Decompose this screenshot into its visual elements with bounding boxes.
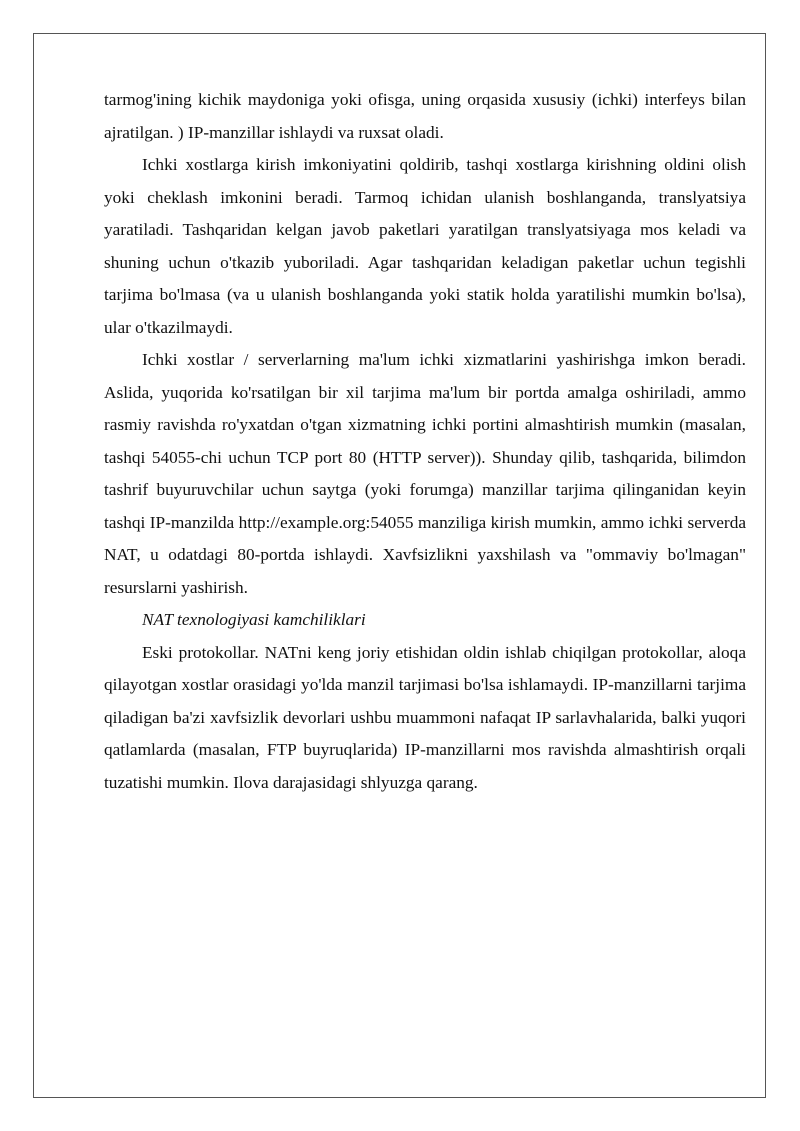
section-heading-nat-drawbacks: NAT texnologiyasi kamchiliklari <box>142 610 366 629</box>
paragraph-hidden-services: Ichki xostlar / serverlarning ma'lum ichki xizmatlarini yashirishga imkon beradi. Aslida, yuqorida ko'rsatilgan bir xil tarjima ma'lum bir portda amalga oshiriladi, ammo rasmiy ravishda ro'yxatdan o'tgan xizmatning ichki portini almashtirish mumkin (masalan, tashqi 54055-chi uchun TCP port 80 (HTTP server)). Shunday qilib, tashqarida, bilimdon tashrif buyuruvchilar uchun saytga (yoki forumga) manzillar tarjima qilinganidan keyin tashqi IP-manzilda http://example.org:54055 manziliga kirish mumkin, ammo ichki serverda NAT, u odatdagi 80-portda ishlaydi. Xavfsizlikni yaxshilash va "ommaviy bo'lmagan" resurslarni yashirish. <box>104 350 746 597</box>
paragraph-legacy-protocols: Eski protokollar. NATni keng joriy etishidan oldin ishlab chiqilgan protokollar, aloqa qilayotgan xostlar orasidagi yo'lda manzil tarjimasi bo'lsa ishlamaydi. IP-manzillarni tarjima qiladigan ba'zi xavfsizlik devorlari ushbu muammoni nafaqat IP sarlavhalarida, balki yuqori qatlamlarda (masalan, FTP buyruqlarida) IP-manzillarni mos ravishda almashtirish orqali tuzatishi mumkin. Ilova darajasidagi shlyuzga qarang. <box>104 642 746 792</box>
paragraph-continuation: tarmog'ining kichik maydoniga yoki ofisga, uning orqasida xususiy (ichki) interfeys bilan ajratilgan. ) IP-manzillar ishlaydi va ruxsat oladi. <box>104 90 746 142</box>
document-body <box>104 84 746 799</box>
paragraph-external-access: Ichki xostlarga kirish imkoniyatini qoldirib, tashqi xostlarga kirishning oldini olish yoki cheklash imkonini beradi. Tarmoq ichidan ulanish boshlanganda, translyatsiya yaratiladi. Tashqaridan kelgan javob paketlari yaratilgan translyatsiyaga mos keladi va shuning uchun o'tkazib yuboriladi. Agar tashqaridan keladigan paketlar uchun tegishli tarjima bo'lmasa (va u ulanish boshlanganda yoki statik holda yaratilishi mumkin bo'lsa), ular o'tkazilmaydi. <box>104 155 746 337</box>
